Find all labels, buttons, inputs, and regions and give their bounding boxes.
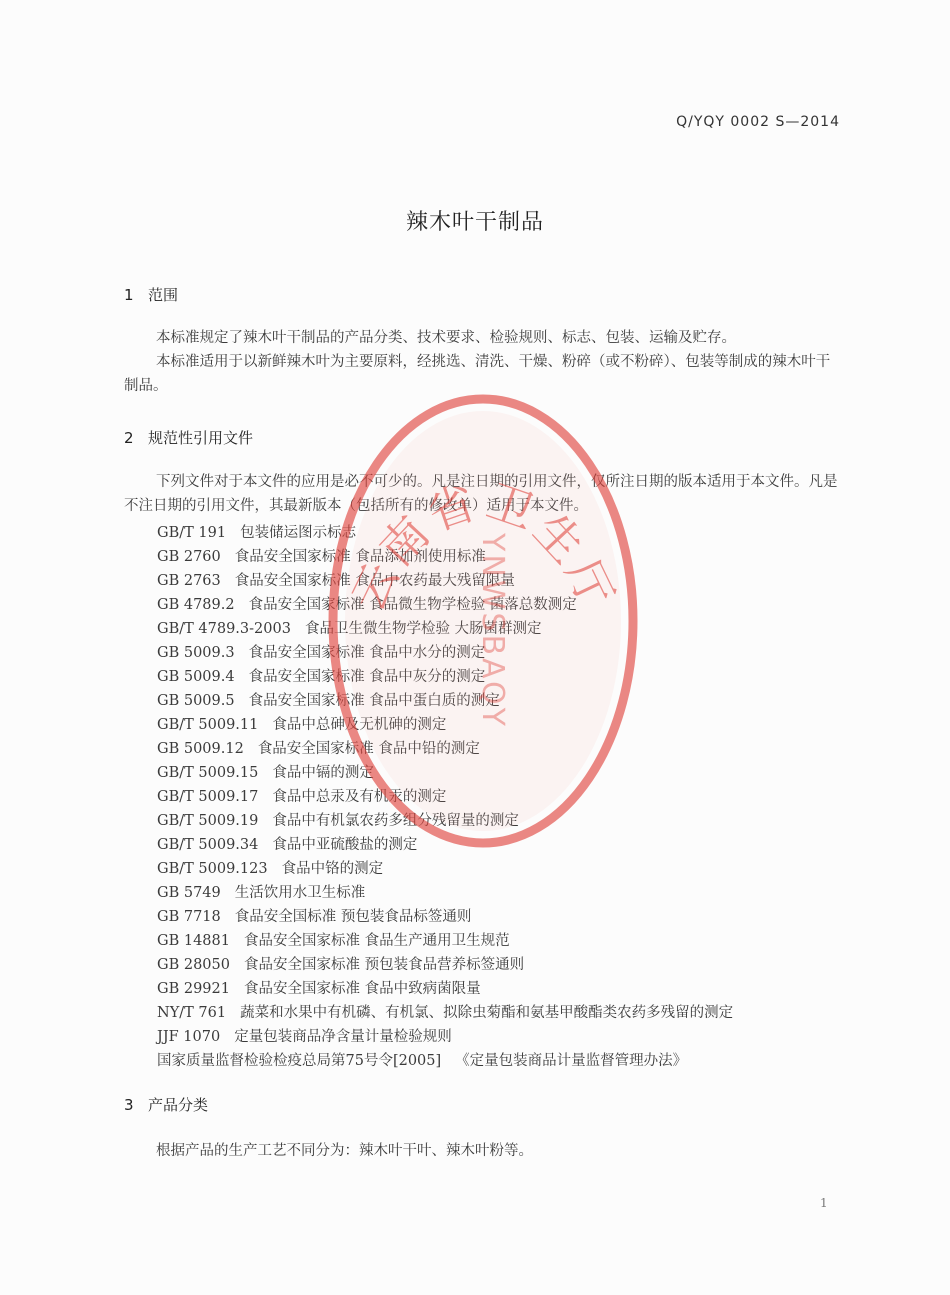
reference-title: 食品安全国家标准 食品中铅的测定 [257,741,480,757]
reference-title: 食品卫生微生物学检验 大肠菌群测定 [304,621,542,637]
section-title: 规范性引用文件 [148,429,254,447]
reference-item [157,593,733,617]
section-number: 1 [124,286,134,304]
section-title: 产品分类 [148,1096,209,1114]
reference-code: GB 5009.3 [157,645,235,661]
reference-title: 食品安全国家标准 食品中农药最大残留限量 [234,573,515,589]
reference-title: 食品中总砷及无机砷的测定 [272,717,447,733]
reference-item [157,785,733,809]
section-number: 3 [124,1096,134,1114]
reference-code: JJF 1070 [157,1029,221,1045]
scope-paragraph-1: 本标准规定了辣木叶干制品的产品分类、技术要求、检验规则、标志、包装、运输及贮存。 [156,330,736,346]
reference-item [157,689,733,713]
reference-title: 《定量包装商品计量监督管理办法》 [455,1053,688,1069]
reference-title: 食品中有机氯农药多组分残留量的测定 [272,813,519,829]
reference-item [157,905,733,929]
normative-intro: 下列文件对于本文件的应用是必不可少的。凡是注日期的引用文件，仅所注日期的版本适用于本文件。凡是不注日期的引用文件，其最新版本（包括所有的修改单）适用于本文件。 [124,474,838,514]
section-heading-classification [124,1094,208,1115]
reference-title: 食品中镉的测定 [272,765,374,781]
reference-title: 定量包装商品净含量计量检验规则 [234,1029,452,1045]
reference-title: 食品安全国家标准 食品中蛋白质的测定 [248,693,500,709]
reference-title: 食品安全国家标准 食品微生物学检验 菌落总数测定 [248,597,577,613]
reference-item [157,857,733,881]
reference-code: NY/T 761 [157,1005,227,1021]
reference-code: GB/T 5009.17 [157,789,259,805]
page-number: 1 [820,1196,828,1210]
reference-title: 食品安全国标准 预包装食品标签通则 [234,909,472,925]
standard-code: Q/YQY 0002 S—2014 [676,114,840,130]
reference-item [157,1049,733,1073]
reference-code: GB 7718 [157,909,221,925]
reference-item [157,737,733,761]
reference-code: GB/T 5009.123 [157,861,268,877]
reference-code: GB 5009.5 [157,693,235,709]
reference-code: GB/T 5009.19 [157,813,259,829]
reference-item [157,833,733,857]
reference-title: 食品安全国家标准 食品添加剂使用标准 [234,549,486,565]
reference-title: 食品中亚硫酸盐的测定 [272,837,418,853]
seal-inner-text: YNWSBAQY [475,533,510,729]
reference-code: GB/T 5009.34 [157,837,259,853]
reference-code: GB 28050 [157,957,230,973]
reference-item [157,761,733,785]
reference-title: 蔬菜和水果中有机磷、有机氯、拟除虫菊酯和氨基甲酸酯类农药多残留的测定 [240,1005,734,1021]
reference-code: GB/T 191 [157,525,227,541]
reference-item [157,665,733,689]
reference-title: 生活饮用水卫生标准 [234,885,366,901]
reference-code: GB 2763 [157,573,221,589]
reference-code: 国家质量监督检验检疫总局第75号令[2005] [157,1053,442,1069]
scope-paragraph-2: 本标准适用于以新鲜辣木叶为主要原料，经挑选、清洗、干燥、粉碎（或不粉碎）、包装等制成的辣木叶干制品。 [124,354,831,394]
reference-code: GB 14881 [157,933,230,949]
seal-text: 云南省卫生厅 [340,473,626,620]
reference-title: 食品安全国家标准 食品中灰分的测定 [248,669,486,685]
reference-code: GB 5009.12 [157,741,244,757]
section-number: 2 [124,429,134,447]
reference-code: GB/T 5009.11 [157,717,259,733]
reference-item [157,809,733,833]
reference-item [157,977,733,1001]
reference-title: 食品安全国家标准 食品中致病菌限量 [243,981,481,997]
reference-item [157,929,733,953]
reference-code: GB 2760 [157,549,221,565]
document-title: 辣木叶干制品 [405,210,544,235]
reference-item [157,713,733,737]
reference-code: GB 29921 [157,981,230,997]
reference-code: GB 4789.2 [157,597,235,613]
reference-code: GB 5009.4 [157,669,235,685]
reference-item [157,521,733,545]
section-heading-normative [124,427,253,448]
reference-item [157,641,733,665]
reference-title: 食品安全国家标准 食品生产通用卫生规范 [243,933,510,949]
reference-code: GB/T 5009.15 [157,765,259,781]
reference-title: 食品安全国家标准 预包装食品营养标签通则 [243,957,525,973]
reference-title: 食品中铬的测定 [281,861,384,877]
reference-code: GB/T 4789.3-2003 [157,621,291,637]
reference-item [157,1001,733,1025]
reference-item [157,569,733,593]
reference-list [157,521,733,1073]
reference-item [157,545,733,569]
reference-item [157,1025,733,1049]
reference-item [157,953,733,977]
reference-title: 食品中总汞及有机汞的测定 [272,789,447,805]
reference-item [157,881,733,905]
section-heading-scope [124,284,178,305]
section-title: 范围 [148,286,179,304]
reference-title: 食品安全国家标准 食品中水分的测定 [248,645,486,661]
reference-item [157,617,733,641]
reference-title: 包装储运图示标志 [240,525,357,541]
classification-paragraph: 根据产品的生产工艺不同分为：辣木叶干叶、辣木叶粉等。 [156,1143,533,1159]
reference-code: GB 5749 [157,885,221,901]
